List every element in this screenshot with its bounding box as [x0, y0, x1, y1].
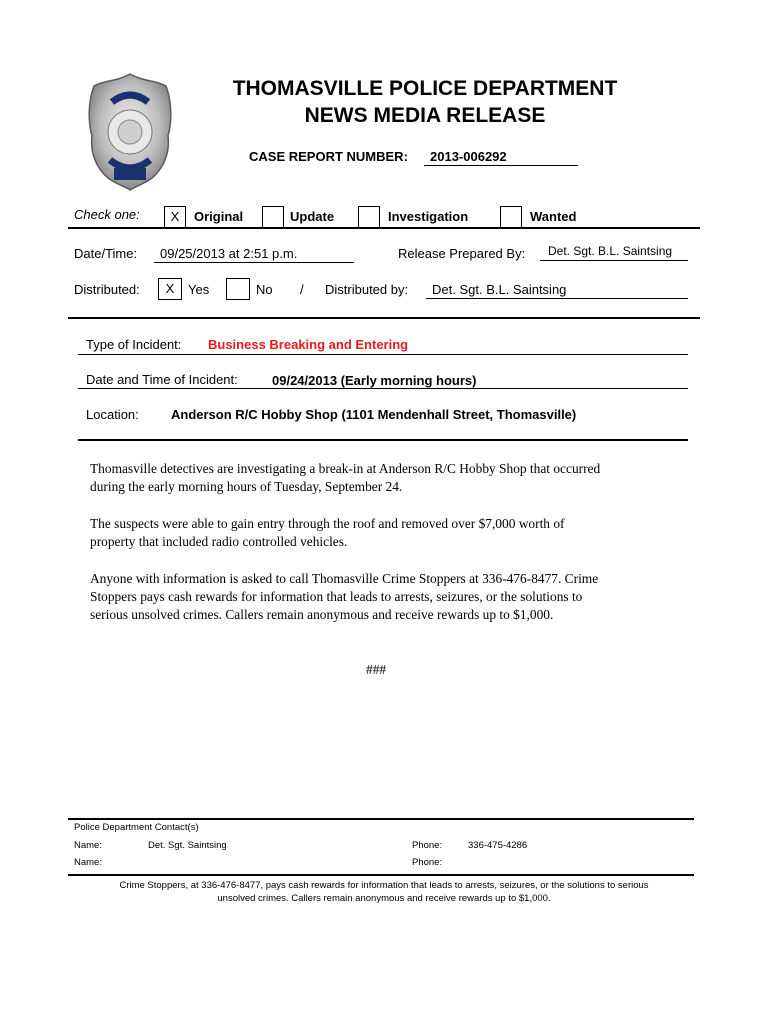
incident-datetime-label: Date and Time of Incident: [86, 372, 238, 387]
distributed-by-label: Distributed by: [325, 282, 409, 297]
contacts-heading: Police Department Contact(s) [74, 822, 199, 833]
release-prepared-label: Release Prepared By: [398, 246, 526, 261]
case-number-value: 2013-006292 [430, 149, 507, 164]
incident-datetime-value: 09/24/2013 (Early morning hours) [272, 373, 477, 388]
case-number-label: CASE REPORT NUMBER: [249, 149, 408, 164]
distributed-by-value: Det. Sgt. B.L. Saintsing [432, 282, 567, 297]
text-line: Anyone with information is asked to call Thomasville Crime Stoppers at 336-476-8477. Crime [90, 571, 599, 586]
contact-phone-label: Phone: [412, 857, 443, 868]
location-label: Location: [86, 407, 139, 422]
footer-line: Crime Stoppers, at 336-476-8477, pays cash rewards for information that leads to arrests, seizures, or the solutions to serious [119, 880, 649, 891]
text-line: during the early morning hours of Tuesday, September 24. [90, 479, 403, 494]
investigation-checkbox[interactable] [358, 206, 380, 228]
date-time-value: 09/25/2013 at 2:51 p.m. [160, 246, 298, 261]
distributed-yes-label: Yes [188, 282, 210, 297]
footer-line: unsolved crimes. Callers remain anonymous and receive rewards up to $1,000. [217, 893, 551, 904]
footer-divider [68, 874, 694, 876]
date-time-label: Date/Time: [74, 246, 138, 261]
text-line: The suspects were able to gain entry through the roof and removed over $7,000 worth of [90, 516, 565, 531]
text-line: Stoppers pays cash rewards for information that leads to arrests, seizures, or the solutions to [90, 589, 583, 604]
contact-phone-value: 336-475-4286 [468, 840, 528, 851]
text-line: Thomasville detectives are investigating a break-in at Anderson R/C Hobby Shop that occurred [90, 461, 601, 476]
update-label: Update [290, 209, 335, 224]
contact-name-label: Name: [74, 857, 102, 868]
location-value: Anderson R/C Hobby Shop (1101 Mendenhall Street, Thomasville) [171, 407, 577, 422]
contact-name-value: Det. Sgt. Saintsing [148, 840, 227, 851]
contacts-divider [68, 818, 694, 820]
slash-separator: / [300, 282, 304, 297]
body-paragraph [90, 515, 565, 551]
incident-type-value: Business Breaking and Entering [208, 337, 409, 352]
text-line: property that included radio controlled vehicles. [90, 534, 348, 549]
distributed-yes-checkbox[interactable]: X [158, 278, 182, 300]
investigation-label: Investigation [388, 209, 469, 224]
contact-name-label: Name: [74, 840, 102, 851]
incident-type-label: Type of Incident: [86, 337, 182, 352]
section-divider [68, 227, 700, 229]
contact-phone-label: Phone: [412, 840, 443, 851]
release-prepared-value: Det. Sgt. B.L. Saintsing [548, 244, 673, 258]
department-title: THOMASVILLE POLICE DEPARTMENT [232, 77, 618, 100]
distributed-label: Distributed: [74, 282, 140, 297]
update-checkbox[interactable] [262, 206, 284, 228]
wanted-checkbox[interactable] [500, 206, 522, 228]
distributed-no-label: No [256, 282, 273, 297]
release-title: NEWS MEDIA RELEASE [304, 104, 546, 127]
wanted-label: Wanted [530, 209, 577, 224]
original-checkbox[interactable]: X [164, 206, 186, 228]
body-paragraph [90, 460, 600, 496]
end-marker: ### [366, 662, 387, 677]
body-paragraph [90, 570, 598, 624]
section-divider [78, 439, 688, 441]
original-label: Original [194, 209, 244, 224]
text-line: serious unsolved crimes. Callers remain anonymous and receive rewards up to $1,000. [90, 607, 554, 622]
crime-stoppers-footer [68, 879, 700, 905]
check-one-label: Check one: [74, 207, 140, 222]
distributed-no-checkbox[interactable] [226, 278, 250, 300]
section-divider [68, 317, 700, 319]
